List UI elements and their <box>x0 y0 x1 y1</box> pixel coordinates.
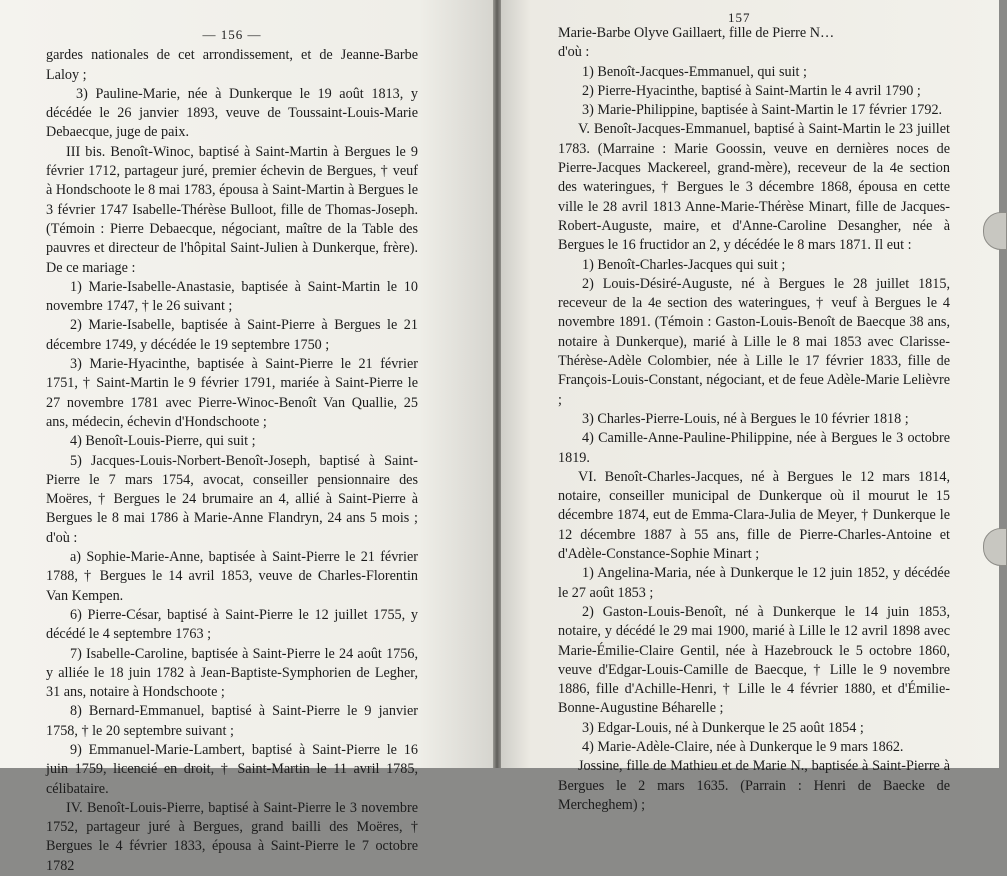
list-item: 2) Pierre-Hyacinthe, baptisé à Saint-Martin le 4 avril 1790 ; <box>582 82 921 99</box>
right-page <box>501 0 999 813</box>
list-item: 6) Pierre-César, baptisé à Saint-Pierre le 12 juillet 1755, y décédé le 4 septembre 1763 ; <box>46 606 418 643</box>
list-item: 9) Emmanuel-Marie-Lambert, baptisé à Saint-Pierre le 16 juin 1759, licencié en droit, † Saint-Martin le 11 avril 1785, célibataire. <box>46 741 418 797</box>
paragraph: VI. Benoît-Charles-Jacques, né à Bergues le 12 mars 1814, notaire, conseiller municipal de Dunkerque où il mourut le 15 décembre 1874, eut de Emma-Clara-Julia de Meyer, † Dunkerque le 12 décembre 1887 à 55 ans, fille de Pierre-Charles-Antoine et d'Adèle-Constance-Sophie Minart ; <box>558 468 950 563</box>
paragraph: IV. Benoît-Louis-Pierre, baptisé à Saint-Pierre le 3 novembre 1752, partageur juré à Bergues, grand bailli des Moëres, † Bergues le 4 février 1833, épousa à Saint-Pierre le 7 octobre 1782 <box>46 799 418 874</box>
list-item: 4) Benoît-Louis-Pierre, qui suit ; <box>70 433 256 450</box>
paragraph: III bis. Benoît-Winoc, baptisé à Saint-Martin à Bergues le 9 février 1712, partageur juré, premier échevin de Bergues, † veuf à Hondschoote le 8 mai 1783, épousa à Saint-Martin à Bergues le 3 février 1747 Isabelle-Thérèse Bulloot, fille de Thomas-Joseph. (Témoin : Pierre Debaecque, négociant, maître de la Table des pauvres et directeur de l'hôpital Saint-Julien à Dunkerque, frère). De ce mariage : <box>46 143 418 276</box>
paragraph: d'où : <box>558 44 590 61</box>
list-item: 2) Marie-Isabelle, baptisée à Saint-Pierre à Bergues le 21 décembre 1749, y décédée le 19 septembre 1750 ; <box>46 317 418 353</box>
left-page <box>0 0 493 874</box>
list-item: 1) Marie-Isabelle-Anastasie, baptisée à Saint-Martin le 10 novembre 1747, † le 26 suivant ; <box>46 278 418 315</box>
list-item: 4) Marie-Adèle-Claire, née à Dunkerque le 9 mars 1862. <box>582 738 904 755</box>
list-item: 7) Isabelle-Caroline, baptisée à Saint-Pierre le 24 août 1756, y alliée le 18 juin 1782 à Jean-Baptiste-Symphorien de Legher, 31 ans, notaire à Hondschoote ; <box>46 645 418 701</box>
list-item: 3) Edgar-Louis, né à Dunkerque le 25 août 1854 ; <box>582 719 864 736</box>
book-gutter <box>493 0 501 768</box>
list-item: 1) Benoît-Jacques-Emmanuel, qui suit ; <box>582 63 807 80</box>
paragraph: 3) Pauline-Marie, née à Dunkerque le 19 août 1813, y décédée le 26 janvier 1893, veuve de Toussaint-Louis-Marie Debaecque, juge de paix. <box>46 85 418 141</box>
page-tab <box>983 528 1007 566</box>
paragraph: V. Benoît-Jacques-Emmanuel, baptisé à Saint-Martin le 23 juillet 1783. (Marraine : Marie Goossin, veuve en dernières noces de Pierre-Jacques Mackereel, grand-mère), receveur de la 4e section des wateringues, † Bergues le 3 décembre 1868, épousa en cette ville le 28 avril 1813 Anne-Marie-Thérèse Minart, fille de Jacques-Robert-Auguste, maire, et d'Anne-Caroline Desangher, née à Bergues le 16 fructidor an 2, y décédée le 8 mars 1871. Il eut : <box>558 121 950 254</box>
list-item: 3) Charles-Pierre-Louis, né à Bergues le 10 février 1818 ; <box>582 410 909 427</box>
page-tab <box>983 212 1007 250</box>
list-item: 8) Bernard-Emmanuel, baptisé à Saint-Pierre le 9 janvier 1758, † le 20 septembre suivant ; <box>46 703 418 739</box>
right-page-text <box>558 10 950 815</box>
list-item: 4) Camille-Anne-Pauline-Philippine, née à Bergues le 3 octobre 1819. <box>558 430 950 466</box>
paragraph: gardes nationales de cet arrondissement, et de Jeanne-Barbe Laloy ; <box>46 47 418 83</box>
list-item: 1) Benoît-Charles-Jacques qui suit ; <box>582 256 786 273</box>
page-number-right: 157 <box>728 10 751 25</box>
list-item: 3) Marie-Philippine, baptisée à Saint-Martin le 17 février 1792. <box>582 102 943 119</box>
page-number-left: — 156 — <box>202 27 262 42</box>
left-page-text <box>46 25 418 876</box>
list-item: 2) Gaston-Louis-Benoît, né à Dunkerque le 14 juin 1853, notaire, y décédé le 29 mai 1900, marié à Lille le 12 avril 1898 avec Marie-Émilie-Claire Gentil, née à Hazebrouck le 5 octobre 1860, veuve d'Edgar-Louis-Camille de Baecque, † Lille le 9 novembre 1886, fille d'Achille-Henri, † Lille le 4 février 1880, et d'Émilie-Bonne-Augustine Béharelle ; <box>558 603 950 717</box>
list-item: 1) Angelina-Maria, née à Dunkerque le 12 juin 1852, y décédée le 27 août 1853 ; <box>558 565 950 601</box>
paragraph: Marie-Barbe Olyve Gaillaert, fille de Pierre N… <box>558 25 835 41</box>
list-item: a) Sophie-Marie-Anne, baptisée à Saint-Pierre le 21 février 1788, † Bergues le 14 avril 1853, veuve de Charles-Florentin Van Kempen. <box>46 549 418 604</box>
list-item: 5) Jacques-Louis-Norbert-Benoît-Joseph, baptisé à Saint-Pierre le 7 mars 1754, avocat, conseiller pensionnaire des Moëres, † Bergues le 24 brumaire an 4, allié à Saint-Pierre à Bergues le 8 mai 1786 à Marie-Anne Flandryn, 24 ans 5 mois ; d'où : <box>46 452 418 546</box>
paragraph: Jossine, fille de Mathieu et de Marie N., baptisée à Saint-Pierre à Bergues le 2 mars 1635. (Parrain : Henri de Baecke de Mercheghem) ; <box>558 758 950 813</box>
list-item: 3) Marie-Hyacinthe, baptisée à Saint-Pierre le 21 février 1751, † Saint-Martin le 9 février 1791, mariée à Saint-Pierre le 27 novembre 1781 avec Pierre-Winoc-Benoît Van Quallie, 25 ans, médecin, échevin d'Hondschoote ; <box>46 356 418 430</box>
list-item: 2) Louis-Désiré-Auguste, né à Bergues le 28 juillet 1815, receveur de la 4e section des wateringues, † veuf à Bergues le 4 novembre 1891. (Témoin : Gaston-Louis-Benoît de Baecque 38 ans, notaire à Dunkerque), marié à Lille le 8 mai 1853 avec Clarisse-Thérèse-Adèle Colombier, née à Lille le 17 février 1833, fille de François-Louis-Constant, négociant, et de feue Adèle-Marie Lelièvre ; <box>558 275 950 408</box>
